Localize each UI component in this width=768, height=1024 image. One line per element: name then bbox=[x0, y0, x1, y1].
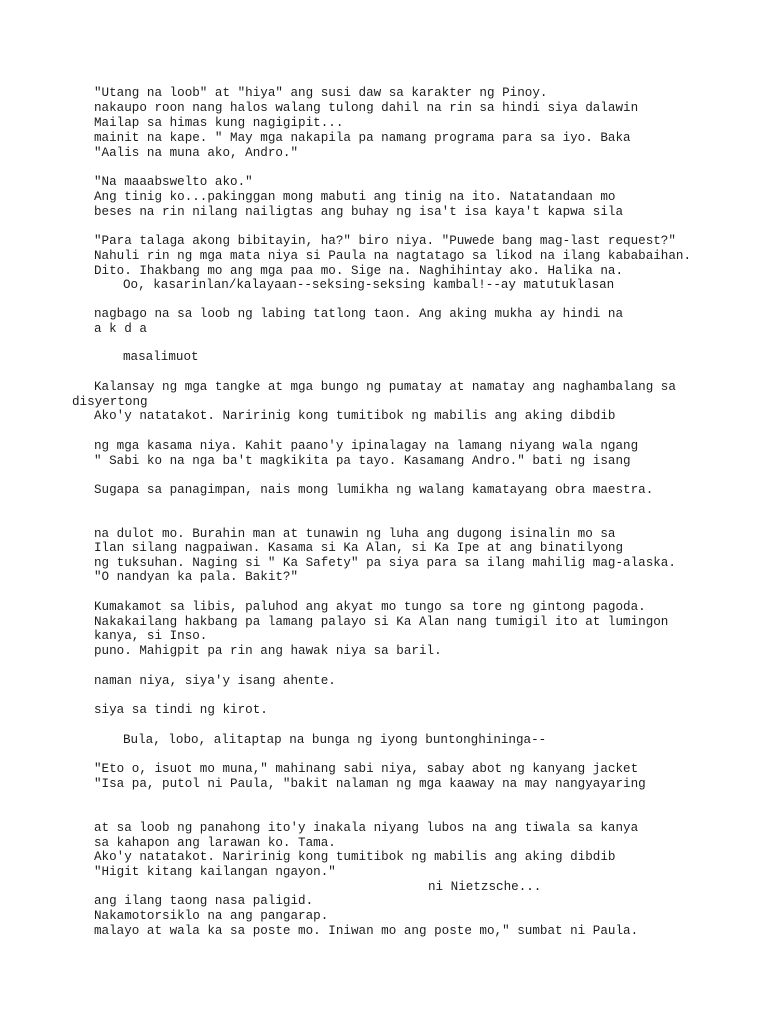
text-line: kanya, si Inso. bbox=[94, 629, 208, 643]
text-line: mainit na kape. " May mga nakapila pa namang programa para sa iyo. Baka bbox=[94, 131, 631, 145]
text-line: "Utang na loob" at "hiya" ang susi daw sa karakter ng Pinoy. bbox=[94, 86, 548, 100]
text-line: Dito. Ihakbang mo ang mga paa mo. Sige na. Naghihintay ako. Halika na. bbox=[94, 264, 624, 278]
text-line: ng tuksuhan. Naging si " Ka Safety" pa siya para sa ilang mahilig mag-alaska. bbox=[94, 556, 676, 570]
text-line: "Na maaabswelto ako." bbox=[94, 175, 253, 189]
text-line: "O nandyan ka pala. Bakit?" bbox=[94, 570, 299, 584]
text-line: ang ilang taong nasa paligid. bbox=[94, 894, 314, 908]
text-line: Nakamotorsiklo na ang pangarap. bbox=[94, 909, 329, 923]
text-line: "Aalis na muna ako, Andro." bbox=[94, 146, 299, 160]
text-line: Ako'y natatakot. Naririnig kong tumitibok ng mabilis ang aking dibdib bbox=[94, 409, 616, 423]
text-line: a k d a bbox=[94, 322, 147, 336]
text-line: Ilan silang nagpaiwan. Kasama si Ka Alan, si Ka Ipe at ang binatilyong bbox=[94, 541, 624, 555]
text-line: beses na rin nilang nailigtas ang buhay ng isa't isa kaya't kapwa sila bbox=[94, 205, 624, 219]
text-line: "Eto o, isuot mo muna," mahinang sabi niya, sabay abot ng kanyang jacket bbox=[94, 762, 639, 776]
text-line: Nahuli rin ng mga mata niya si Paula na nagtatago sa likod na ilang kababaihan. bbox=[94, 249, 692, 263]
text-line: Bula, lobo, alitaptap na bunga ng iyong buntonghininga-- bbox=[123, 733, 547, 747]
text-line: Mailap sa himas kung nagigipit... bbox=[94, 116, 344, 130]
text-line: Kumakamot sa libis, paluhod ang akyat mo tungo sa tore ng gintong pagoda. bbox=[94, 600, 646, 614]
text-line: puno. Mahigpit pa rin ang hawak niya sa baril. bbox=[94, 644, 442, 658]
text-line: nakaupo roon nang halos walang tulong dahil na rin sa hindi siya dalawin bbox=[94, 101, 639, 115]
text-line: sa kahapon ang larawan ko. Tama. bbox=[94, 836, 336, 850]
text-line: ni Nietzsche... bbox=[428, 880, 542, 894]
text-line: "Para talaga akong bibitayin, ha?" biro niya. "Puwede bang mag-last request?" bbox=[94, 234, 676, 248]
text-line: Kalansay ng mga tangke at mga bungo ng pumatay at namatay ang naghambalang sa bbox=[94, 380, 676, 394]
text-line: "Isa pa, putol ni Paula, "bakit nalaman ng mga kaaway na may nangyayaring bbox=[94, 777, 646, 791]
text-line: " Sabi ko na nga ba't magkikita pa tayo. Kasamang Andro." bati ng isang bbox=[94, 454, 631, 468]
text-line: siya sa tindi ng kirot. bbox=[94, 703, 268, 717]
text-line: Sugapa sa panagimpan, nais mong lumikha ng walang kamatayang obra maestra. bbox=[94, 483, 654, 497]
text-line: Ako'y natatakot. Naririnig kong tumitibok ng mabilis ang aking dibdib bbox=[94, 850, 616, 864]
text-line: malayo at wala ka sa poste mo. Iniwan mo ang poste mo," sumbat ni Paula. bbox=[94, 924, 639, 938]
text-line: masalimuot bbox=[123, 350, 199, 364]
text-line: disyertong bbox=[72, 395, 148, 409]
text-line: Oo, kasarinlan/kalayaan--seksing-seksing kambal!--ay matutuklasan bbox=[123, 278, 615, 292]
text-line: at sa loob ng panahong ito'y inakala niyang lubos na ang tiwala sa kanya bbox=[94, 821, 639, 835]
text-line: nagbago na sa loob ng labing tatlong taon. Ang aking mukha ay hindi na bbox=[94, 307, 624, 321]
text-line: naman niya, siya'y isang ahente. bbox=[94, 674, 336, 688]
text-line: Nakakailang hakbang pa lamang palayo si Ka Alan nang tumigil ito at lumingon bbox=[94, 615, 669, 629]
text-line: Ang tinig ko...pakinggan mong mabuti ang tinig na ito. Natatandaan mo bbox=[94, 190, 616, 204]
text-line: na dulot mo. Burahin man at tunawin ng luha ang dugong isinalin mo sa bbox=[94, 527, 616, 541]
text-line: "Higit kitang kailangan ngayon." bbox=[94, 865, 336, 879]
text-line: ng mga kasama niya. Kahit paano'y ipinalagay na lamang niyang wala ngang bbox=[94, 439, 639, 453]
